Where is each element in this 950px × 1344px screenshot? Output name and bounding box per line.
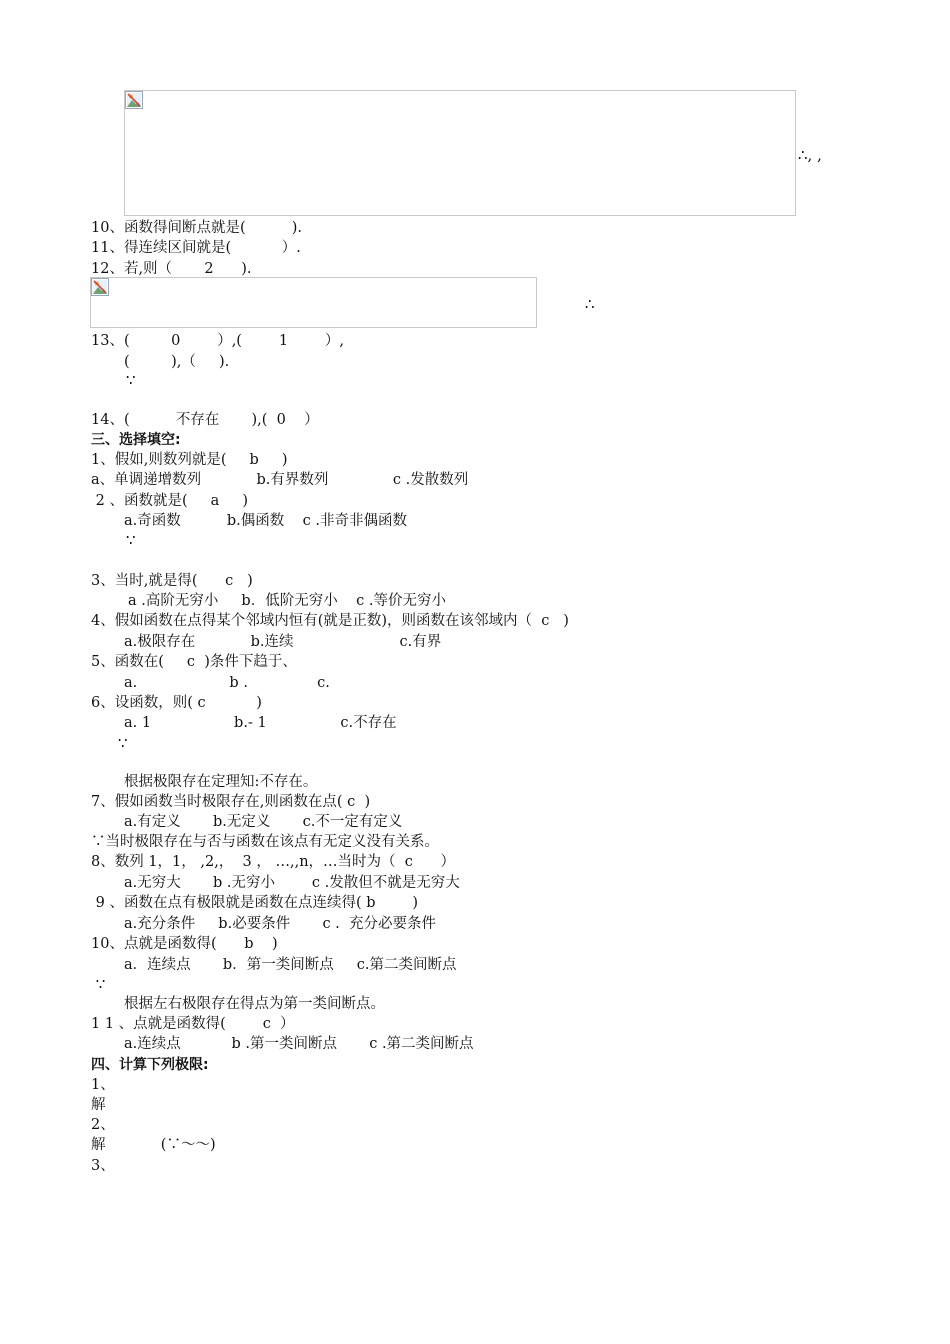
choice-1-options: a、单调递增数列 b.有界数列 c .发散数列 [91,472,469,488]
choice-9-options: a.充分条件 b.必要条件 c . 充分必要条件 [124,916,437,932]
choice-9: 9 、函数在点有极限就是函数在点连续得( b ) [91,895,419,911]
choice-8: 8、数列 1，1， ,2,， 3 ， …,,n，…当时为（ c ） [91,854,456,870]
limit-2-solution: 解 (∵～～) [91,1137,216,1153]
choice-6-options: a. 1 b.- 1 c.不存在 [124,715,397,731]
image-2-side-text: ∴ [585,295,595,313]
choice-2: 2 、函数就是( a ) [91,493,248,509]
broken-image-icon [125,91,143,109]
choice-4: 4、假如函数在点得某个邻域内恒有(就是正数)，则函数在该邻域内（ c ) [91,613,569,629]
limit-3-number: 3、 [91,1158,115,1174]
choice-5-options: a. b . c. [124,675,330,691]
limit-1-number: 1、 [91,1077,115,1093]
choice-10-explanation: 根据左右极限存在得点为第一类间断点。 [124,996,385,1012]
choice-10-options: a．连续点 b．第一类间断点 c.第二类间断点 [124,957,457,973]
broken-image-icon [91,278,109,296]
limit-2-number: 2、 [91,1117,115,1133]
section-4-heading: 四、计算下列极限: [91,1057,209,1073]
question-10: 10、函数得间断点就是( ). [91,220,302,236]
choice-10: 10、点就是函数得( b ) [91,936,278,952]
question-11: 11、得连续区间就是( ）. [91,240,301,256]
formula-image-1 [124,90,796,216]
question-14: 14、( 不存在 ),( 0 ） [91,412,319,428]
choice-5: 5、函数在( c )条件下趋于、 [91,654,297,670]
because-symbol: ∵ [126,371,136,389]
choice-7-options: a.有定义 b.无定义 c.不一定有定义 [124,814,403,830]
question-12: 12、若,则（ 2 ). [91,261,252,277]
choice-4-options: a.极限存在 b.连续 c.有界 [124,634,442,650]
limit-1-solution: 解 [91,1097,106,1113]
because-symbol: ∵ [91,975,106,993]
choice-11-options: a.连续点 b .第一类间断点 c .第二类间断点 [124,1036,474,1052]
because-symbol: ∵ [126,531,136,549]
because-symbol: ∵ [118,734,128,752]
choice-3-options: a .高阶无穷小 b．低阶无穷小 c .等价无穷小 [128,593,446,609]
choice-8-options: a.无穷大 b .无穷小 c .发散但不就是无穷大 [124,875,460,891]
choice-7-explanation: ∵当时极限存在与否与函数在该点有无定义没有关系。 [91,834,439,850]
choice-3: 3、当时,就是得( c ) [91,573,253,589]
choice-2-options: a.奇函数 b.偶函数 c .非奇非偶函数 [124,513,408,529]
choice-1: 1、假如,则数列就是( b ) [91,452,288,468]
formula-image-2 [90,277,537,328]
choice-7: 7、假如函数当时极限存在,则函数在点( c ) [91,794,371,810]
image-1-side-text: ∴, , [798,146,822,164]
choice-6-explanation: 根据极限存在定理知:不存在。 [124,774,318,790]
question-13: 13、( 0 ）,( 1 ）, [91,333,345,349]
choice-6: 6、设函数，则( c ) [91,695,262,711]
section-3-heading: 三、选择填空: [91,432,181,448]
choice-11: 1 1 、点就是函数得( c ） [91,1016,295,1032]
question-13-cont: ( ),（ ). [124,354,230,370]
